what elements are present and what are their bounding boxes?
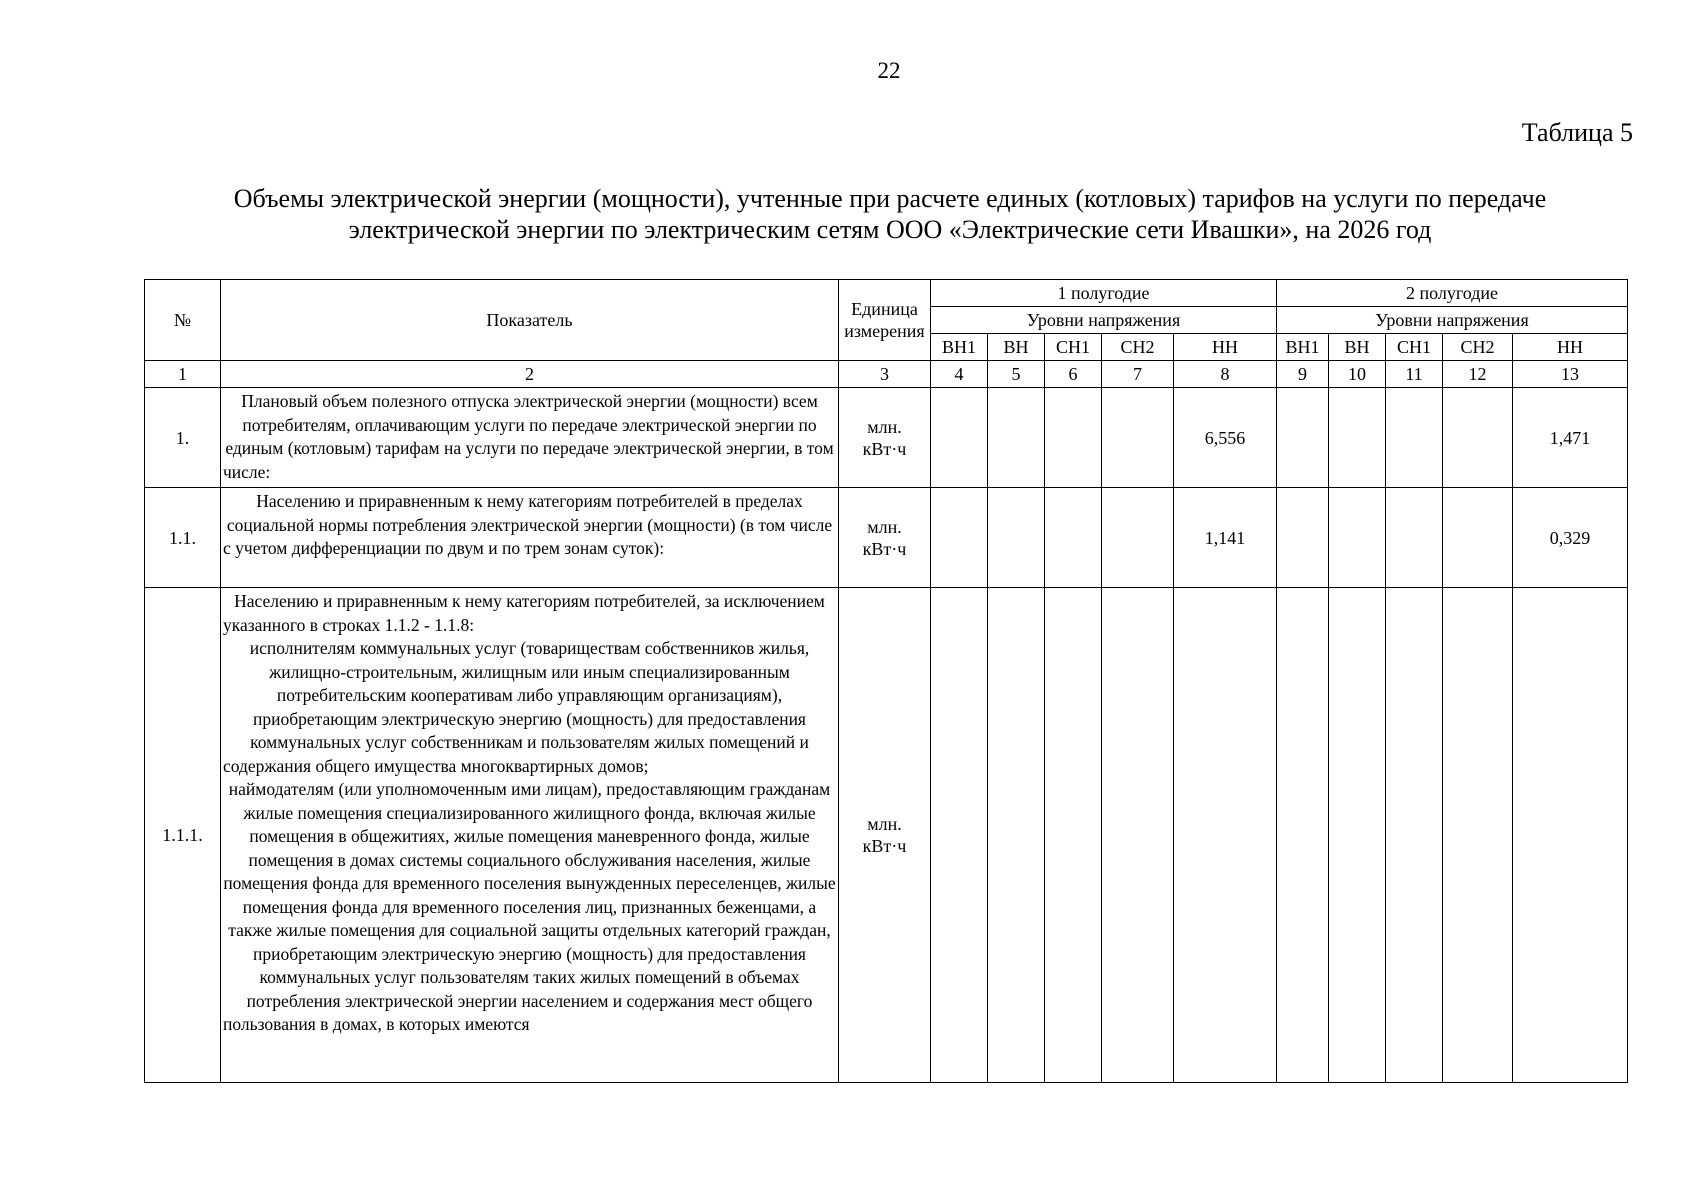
header-level: ВН — [1329, 334, 1386, 361]
value-cell — [1386, 388, 1443, 488]
column-number: 10 — [1329, 361, 1386, 388]
header-half-2: 2 полугодие — [1277, 280, 1628, 307]
value-cell-nn-half2: 0,329 — [1513, 488, 1628, 588]
header-indicator: Показатель — [221, 280, 839, 361]
column-number: 3 — [839, 361, 931, 388]
row-number: 1.1.1. — [145, 588, 221, 1083]
table-row — [145, 388, 1628, 488]
value-cell — [988, 588, 1045, 1083]
header-levels-2: Уровни напряжения — [1277, 307, 1628, 334]
value-cell — [931, 488, 988, 588]
value-cell — [1102, 388, 1174, 488]
unit-line: млн. — [867, 416, 902, 437]
header-level: ВН — [988, 334, 1045, 361]
header-level: СН2 — [1443, 334, 1513, 361]
unit-line: кВт·ч — [862, 836, 907, 856]
title-line-2: электрической энергии по электрическим сетям ООО «Электрические сети Ивашки», на 2026 год — [348, 215, 1432, 244]
header-num: № — [145, 280, 221, 361]
header-half-1: 1 полугодие — [931, 280, 1277, 307]
column-number: 4 — [931, 361, 988, 388]
document-title — [150, 183, 1630, 245]
column-number: 1 — [145, 361, 221, 388]
value-cell — [1045, 388, 1102, 488]
page-number: 22 — [877, 58, 901, 83]
value-cell — [931, 588, 988, 1083]
row-unit — [839, 488, 931, 588]
unit-line: млн. — [867, 516, 902, 537]
value-cell — [1174, 588, 1277, 1083]
value-cell — [1329, 388, 1386, 488]
row-description: Населению и приравненным к нему категориям потребителей в пределах социальной нормы потребления электрической энергии (мощности) (в том числе с учетом дифференциации по двум и по трем зонам суток): — [221, 488, 839, 588]
value-cell — [1045, 488, 1102, 588]
row-description — [221, 588, 839, 1083]
value-cell — [988, 388, 1045, 488]
unit-line: кВт·ч — [862, 538, 907, 559]
volumes-table — [144, 279, 1628, 1083]
header-level: НН — [1513, 334, 1628, 361]
value-cell — [931, 388, 988, 488]
row-description-paragraph: Населению и приравненным к нему категориям потребителей, за исключением указанного в строках 1.1.2 - 1.1.8: — [223, 591, 825, 635]
value-cell — [1102, 488, 1174, 588]
header-level: СН1 — [1045, 334, 1102, 361]
value-cell — [1277, 588, 1329, 1083]
row-number: 1. — [145, 388, 221, 488]
row-description-paragraph: наймодателям (или уполномоченным ими лицам), предоставляющим гражданам жилые помещения специализированного жилищного фонда, включая жилые помещения в общежитиях, жилые помещения маневренного фонда, жилые помещения в домах системы социального обслуживания населения, жилые помещения фонда для временного поселения вынужденных переселенцев, жилые помещения фонда для временного поселения лиц, признанных беженцами, а также жилые помещения для социальной защиты отдельных категорий граждан, приобретающим электрическую энергию (мощность) для предоставления коммунальных услуг пользователям таких жилых помещений в объемах потребления электрической энергии населением и содержания мест общего пользования в домах, в которых имеются — [223, 779, 836, 1034]
column-number: 9 — [1277, 361, 1329, 388]
value-cell — [1443, 588, 1513, 1083]
row-unit — [839, 388, 931, 488]
value-cell-nn-half1: 6,556 — [1174, 388, 1277, 488]
value-cell — [1045, 588, 1102, 1083]
column-number-row — [145, 361, 1628, 388]
header-unit: Единица измерения — [839, 280, 931, 361]
table-row — [145, 588, 1628, 1083]
row-description: Плановый объем полезного отпуска электрической энергии (мощности) всем потребителям, оплачивающим услуги по передаче электрической энергии по единым (котловым) тарифам на услуги по передаче электрической энергии, в том числе: — [221, 388, 839, 488]
row-unit — [839, 588, 931, 1083]
column-number: 6 — [1045, 361, 1102, 388]
value-cell — [988, 488, 1045, 588]
value-cell — [1277, 388, 1329, 488]
column-number: 8 — [1174, 361, 1277, 388]
value-cell — [1443, 388, 1513, 488]
table-label: Таблица 5 — [1521, 118, 1633, 147]
header-level: НН — [1174, 334, 1277, 361]
column-number: 12 — [1443, 361, 1513, 388]
column-number: 7 — [1102, 361, 1174, 388]
unit-line: млн. — [867, 814, 902, 834]
row-description-paragraph: исполнителям коммунальных услуг (товариществам собственников жилья, жилищно-строительным, жилищным или иным специализированным потребительским кооперативам либо управляющим организациям), приобретающим электрическую энергию (мощность) для предоставления коммунальных услуг собственникам и пользователям жилых помещений и содержания общего имущества многоквартирных домов; — [223, 638, 810, 776]
column-number: 5 — [988, 361, 1045, 388]
table-row — [145, 488, 1628, 588]
value-cell — [1443, 488, 1513, 588]
column-number: 2 — [221, 361, 839, 388]
header-levels-1: Уровни напряжения — [931, 307, 1277, 334]
unit-line: кВт·ч — [862, 438, 907, 459]
value-cell-nn-half1: 1,141 — [1174, 488, 1277, 588]
header-level: СН2 — [1102, 334, 1174, 361]
value-cell — [1277, 488, 1329, 588]
row-number: 1.1. — [145, 488, 221, 588]
value-cell — [1386, 588, 1443, 1083]
column-number: 13 — [1513, 361, 1628, 388]
column-number: 11 — [1386, 361, 1443, 388]
header-level: СН1 — [1386, 334, 1443, 361]
value-cell — [1513, 588, 1628, 1083]
value-cell-nn-half2: 1,471 — [1513, 388, 1628, 488]
header-level: ВН1 — [1277, 334, 1329, 361]
title-line-1: Объемы электрической энергии (мощности), учтенные при расчете единых (котловых) тарифов на услуги по передаче — [233, 184, 1547, 213]
header-row-1 — [145, 280, 1628, 307]
value-cell — [1102, 588, 1174, 1083]
header-level: ВН1 — [931, 334, 988, 361]
value-cell — [1329, 488, 1386, 588]
value-cell — [1329, 588, 1386, 1083]
value-cell — [1386, 488, 1443, 588]
